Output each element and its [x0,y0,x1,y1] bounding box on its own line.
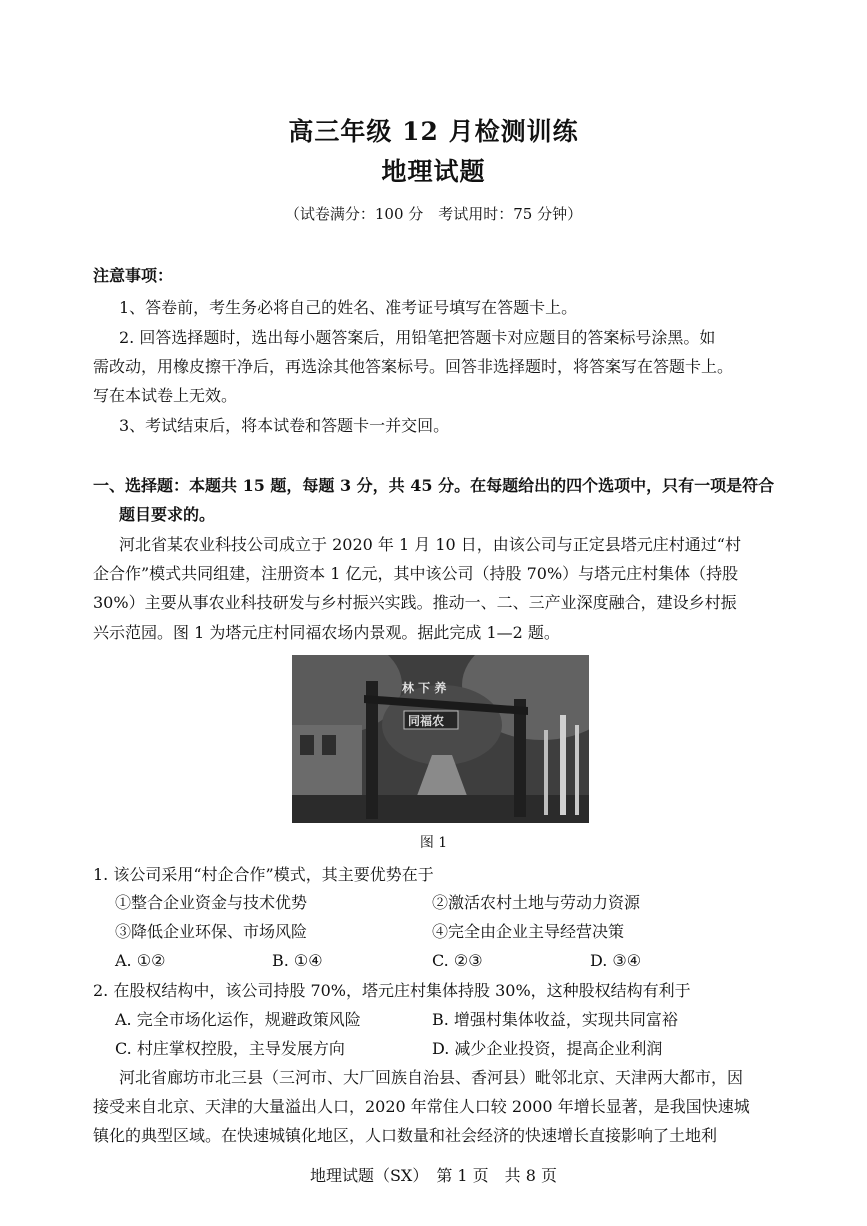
passage1-line: 企合作”模式共同组建，注册资本 1 亿元，其中该公司（持股 70%）与塔元庄村集体（持股 [93,564,739,583]
notes-item-3: 3、考试结束后，将本试卷和答题卡一并交回。 [119,416,450,435]
q2-option-a: A. 完全市场化运作，规避政策风险 [115,1010,361,1029]
figure-1-caption: 图 1 [419,835,448,851]
notes-item-1: 1、答卷前，考生务必将自己的姓名、准考证号填写在答题卡上。 [119,298,578,317]
q2-option-b: B. 增强村集体收益，实现共同富裕 [432,1010,678,1029]
section-heading: 一、选择题：本题共 15 题，每题 3 分，共 45 分。在每题给出的四个选项中，只有一项是符合 [93,476,775,495]
notes-item-2-end: 写在本试卷上无效。 [93,386,238,405]
q1-statement-2: ②激活农村土地与劳动力资源 [432,893,641,912]
exam-meta: （试卷满分：100 分 考试用时：75 分钟） [284,205,583,223]
notes-item-2-cont: 需改动，用橡皮擦干净后，再选涂其他答案标号。回答非选择题时，将答案写在答题卡上。 [93,357,734,376]
exam-subject: 地理试题 [381,157,486,186]
q1-option-a: A. ①② [115,951,166,970]
q1-option-b: B. ①④ [272,951,323,970]
gate-sign-plaque: 同福农 [408,714,445,728]
q1-statement-4: ④完全由企业主导经营决策 [432,922,625,941]
q1-statement-1: ①整合企业资金与技术优势 [115,893,308,912]
q2-option-c: C. 村庄掌权控股，主导发展方向 [115,1039,345,1058]
page-footer: 地理试题（SX） 第 1 页 共 8 页 [309,1166,558,1185]
notes-heading: 注意事项： [93,266,174,285]
q2-option-d: D. 减少企业投资，提高企业利润 [432,1039,663,1058]
passage1-line: 兴示范园。图 1 为塔元庄村同福农场内景观。据此完成 1—2 题。 [93,623,560,642]
passage2-line: 河北省廊坊市北三县（三河市、大厂回族自治县、香河县）毗邻北京、天津两大都市，因 [119,1068,744,1087]
q1-statement-3: ③降低企业环保、市场风险 [115,922,308,941]
q1-option-c: C. ②③ [432,951,483,970]
q2-stem: 2. 在股权结构中，该公司持股 70%，塔元庄村集体持股 30%，这种股权结构有利于 [93,981,691,1000]
passage1-line: 30%）主要从事农业科技研发与乡村振兴实践。推动一、二、三产业深度融合，建设乡村振 [93,593,737,612]
section-heading-cont: 题目要求的。 [119,505,216,524]
exam-title: 高三年级 12 月检测训练 [288,117,579,146]
gate-sign-top: 林 下 养 [402,681,447,695]
q1-option-d: D. ③④ [590,951,642,970]
passage2-line: 镇化的典型区域。在快速城镇化地区，人口数量和社会经济的快速增长直接影响了土地利 [93,1126,718,1145]
q1-stem: 1. 该公司采用“村企合作”模式，其主要优势在于 [93,865,434,884]
passage1-line: 河北省某农业科技公司成立于 2020 年 1 月 10 日，由该公司与正定县塔元庄村通过“村 [119,535,741,554]
notes-item-2: 2. 回答选择题时，选出每小题答案后，用铅笔把答题卡对应题目的答案标号涂黑。如 [119,328,716,347]
figure-1-photo [292,655,589,823]
passage2-line: 接受来自北京、天津的大量溢出人口，2020 年常住人口较 2000 年增长显著，是我国快速城 [93,1097,750,1116]
